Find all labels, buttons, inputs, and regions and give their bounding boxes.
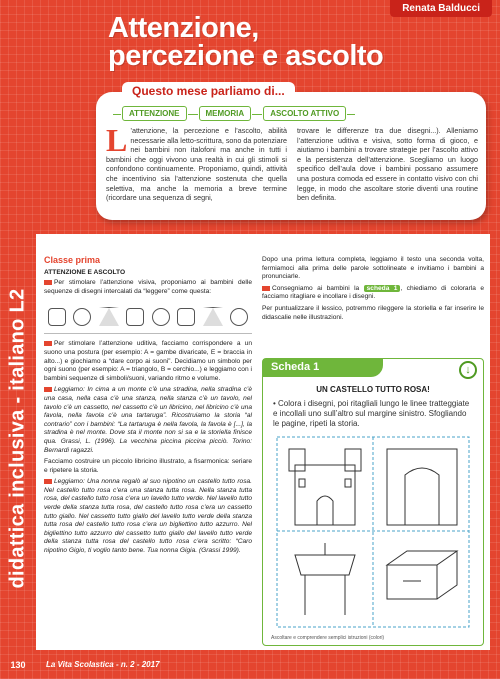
worksheet-card (262, 358, 484, 646)
bullet-icon (262, 286, 270, 291)
tag-memoria: MEMORIA (199, 106, 252, 121)
drawing-icon (203, 307, 223, 326)
intro-col-1-text: ’attenzione, la percezione e l’ascolto, abilità necessarie alla letto-scrittura, sono da potenziare nei bambini non italofoni ma anche in tutti i bambini che oggi vivono una realtà in cui gli stimoli si confondono continuamente. Proponiamo, quindi, attività che incentivino sia l’attenzione sostenuta che quella selettiva, ma anche la memoria a breve termine (ricordare una sequenza di segni, (106, 126, 287, 203)
bullet-icon (44, 387, 52, 392)
title-line-2: percezione e ascolto (108, 40, 384, 72)
intro-tab: Questo mese parliamo di... (122, 82, 295, 98)
intro-box (96, 84, 486, 220)
page-title (108, 14, 383, 70)
drawing-icon (177, 308, 195, 326)
magazine-name: La Vita Scolastica - n. 2 - 2017 (46, 660, 160, 669)
right-column (262, 256, 484, 325)
bullet-icon (44, 479, 52, 484)
castle-illustration (275, 435, 471, 629)
worksheet-instructions: • Colora i disegni, poi ritagliali lungo le linee tratteggiate e incollali uno sull’altro sul margine sinistro. Sfogliando le pagine, ripeti la storia. (273, 399, 470, 428)
main-content (36, 234, 490, 650)
dropcap: L (106, 122, 128, 158)
download-icon[interactable]: ↓ (459, 361, 477, 379)
page-number: 130 (10, 659, 26, 670)
worksheet-title: UN CASTELLO TUTTO ROSA! (316, 385, 430, 394)
paragraph: Per stimolare l’attenzione visiva, proponiamo ai bambini delle sequenze di disegni intercalati da “leggere” come questa: (44, 279, 252, 295)
title-line-1: Attenzione, (108, 12, 259, 44)
paragraph: Per stimolare l’attenzione uditiva, facciamo corrispondere a un suono una postura (per esempio: A = gambe divaricate, E = braccia in alto...) e giochiamo a “dare corpo ai suoni”. Decidiamo un simbolo per ogni suono (per esempio: A = triangolo, B = cerchio...) e leggiamo con i bambini sequenze di simboli/suoni, variando ritmo e volume. (44, 340, 252, 382)
section-title: Classe prima (44, 255, 101, 265)
drawing-icon (48, 308, 66, 326)
tag-attenzione: ATTENZIONE (122, 106, 187, 121)
topic-tags (122, 106, 346, 121)
paragraph: Facciamo costruire un piccolo libricino illustrato, a fisarmonica: seriare e ripetere la storia. (44, 458, 252, 474)
drawing-icon (230, 308, 248, 326)
drawing-icon (73, 308, 91, 326)
side-label (0, 228, 36, 648)
worksheet-label: Scheda 1 (263, 359, 383, 377)
intro-col-1 (106, 122, 287, 203)
paragraph: Dopo una prima lettura completa, leggiamo il testo una seconda volta, fermiamoci alla prima delle parole sottolineate e invitiamo i bambini a pronunciarle. (262, 256, 484, 281)
author-badge: Renata Balducci (390, 0, 492, 17)
side-label-text: didattica inclusiva - italiano L2 (6, 288, 29, 588)
castle-drawing-icon (275, 435, 471, 629)
drawing-icon (152, 308, 170, 326)
scheda-ref: scheda 1 (364, 285, 401, 292)
intro-col-2: trovare le differenze tra due disegni...). Alleniamo l’attenzione uditiva e visiva, sotto forma di gioco, e aiutiamo i bambini a trovare strategie per l’ascolto attivo e la persistenza dell’attenzione. Scegliamo un luogo specifico dell’aula dove i bambini possano assumere una postura comoda ed essere in contatto visivo con chi legge, in modo che ascoltare storie diventi una routine ben definita. (297, 126, 478, 203)
bullet-icon (44, 280, 52, 285)
paragraph: Leggiamo: In cima a un monte c’è una stradina, nella stradina c’è una casa, nella casa c’è una stanza, nella stanza c’è un tavolo, nel tavolo c’è un cassetto, nel cassetto c’è un libricino, nel libricino c’è una favola, nella favola c’è una tartaruga”. Ricostruiamo la storia “al contrario” con i bambini: “La tartaruga è nella favola, la favola è [...], la stradina è nel monte. Dove sta il monte non si sa e la storiella finisce qua. Grassi, L. (1996). La vecchina piccina piccina picciò. Torino: Bernardi ragazzi. (44, 386, 252, 454)
intro-text (106, 122, 478, 203)
paragraph: Per puntualizzare il lessico, potremmo rileggere la storiella e far inserire le didascalie nelle illustrazioni. (262, 304, 484, 321)
bullet-icon (44, 341, 52, 346)
page-footer (0, 650, 500, 679)
drawing-icon (99, 307, 119, 326)
drawing-icon (126, 308, 144, 326)
tag-ascolto: ASCOLTO ATTIVO (263, 106, 346, 121)
paragraph: Consegniamo ai bambini la scheda 1 , chiediamo di colorarla e facciamo ritagliare e incollare i disegni. (262, 284, 484, 301)
subheading: ATTENZIONE E ASCOLTO (44, 268, 126, 276)
paragraph: Leggiamo: Una nonna regalò al suo nipotino un castello tutto rosa. Nel castello tutto rosa c’era una stanza tutta rosa. Nella stanza tutta rosa, del castello tutto rosa c’era un lavello tutto verde. Nel lavello tutto verde della stanza tutta rosa, del castello tutto rosa c’era un cassetto tutto giallo. Nel cassetto tutto giallo del lavello tutto verde della stanza tutta rosa del castello tutto rosa c’era un bigliettino tutto azzurro. Nel bigliettino tutto azzurro del cassetto tutto giallo del lavello tutto verde della stanza tutta rosa del castello tutto rosa c’era scritto: “Caro nipotino Gigio, ti voglio tanto bene. Tua nonna Gigia. (Grassi 1999). (44, 478, 252, 555)
left-column (44, 256, 252, 559)
drawing-sequence (44, 300, 252, 334)
worksheet-footer: Ascoltare e comprendere semplici istruzioni (colori) (271, 635, 385, 641)
